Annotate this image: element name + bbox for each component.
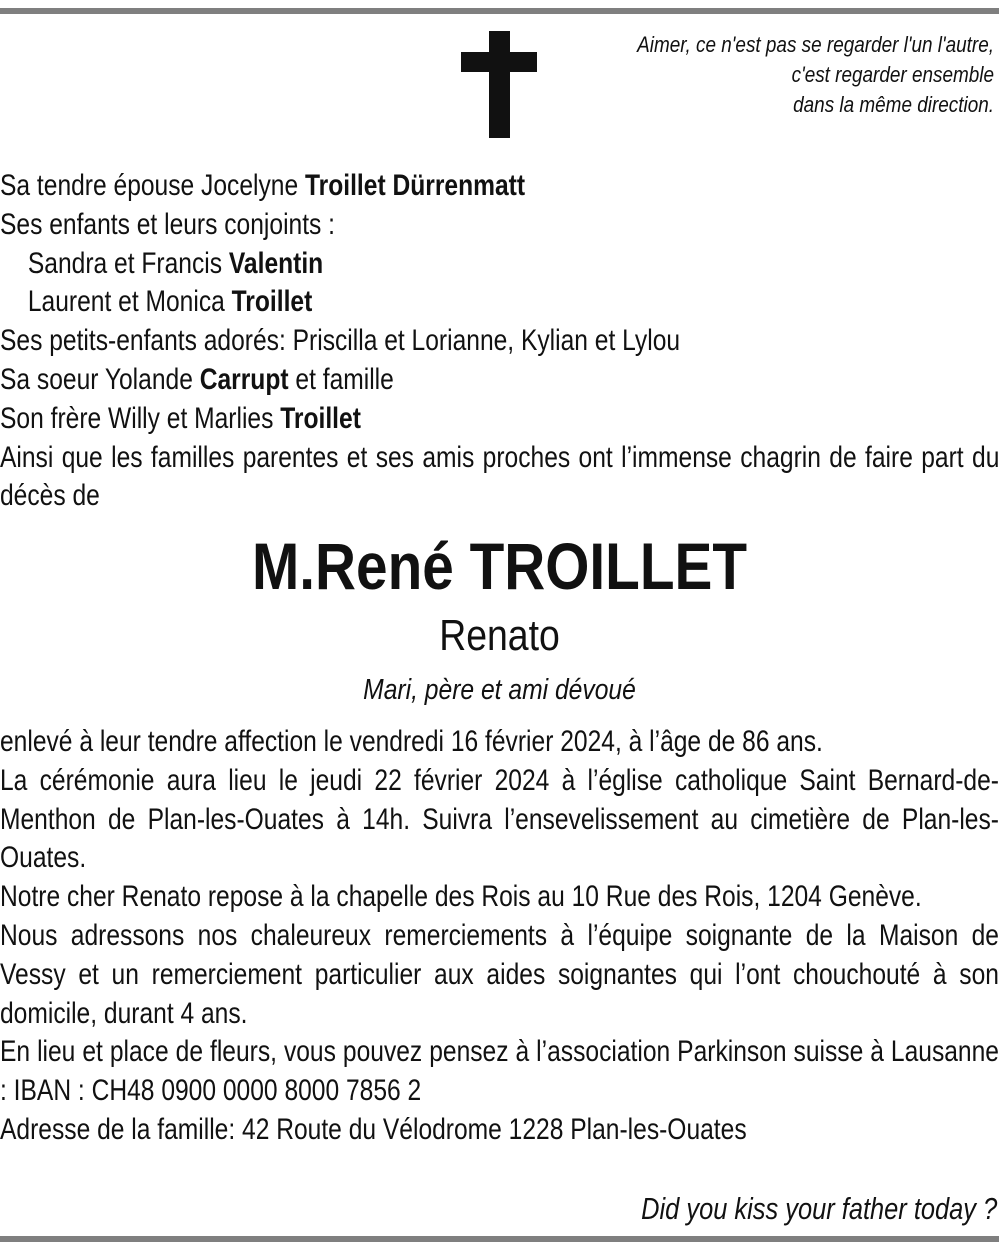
paragraph: La cérémonie aura lieu le jeudi 22 février 2024 à l’église catholique Saint Bernard-de-Menthon de Plan-les-Ouates à 14h. Suivra l’ensevelissement au cimetière de Plan-les-Ouates. (0, 763, 999, 875)
announcement-body (0, 723, 999, 1150)
bottom-border (0, 1236, 999, 1242)
latin-cross-icon (461, 31, 537, 138)
brother-name: Troillet (280, 401, 361, 435)
paragraph: En lieu et place de fleurs, vous pouvez pensez à l’association Parkinson suisse à Lausanne : IBAN : CH48 0900 0000 8000 7856 2 (0, 1035, 999, 1108)
spouse-line (0, 167, 999, 206)
epigraph-quote (624, 30, 994, 120)
quote-line: c'est regarder ensemble (791, 62, 994, 87)
sister-prefix: Sa soeur Yolande (0, 362, 200, 396)
deceased-nickname: Renato (439, 611, 560, 660)
closing-signature: Did you kiss your father today ? (640, 1191, 997, 1226)
paragraph: Notre cher Renato repose à la chapelle des Rois au 10 Rue des Rois, 1204 Genève. (0, 880, 922, 914)
spouse-prefix: Sa tendre épouse Jocelyne (0, 169, 305, 202)
child-prefix: Laurent et Monica (27, 285, 232, 319)
child-name: Valentin (228, 246, 324, 280)
child-prefix: Sandra et Francis (27, 246, 229, 280)
brother-prefix: Son frère Willy et Marlies (0, 401, 281, 435)
child-name: Troillet (231, 285, 313, 319)
child-line (0, 245, 999, 284)
top-border (0, 8, 999, 14)
sister-line (0, 361, 999, 400)
quote-line: dans la même direction. (793, 92, 994, 117)
deceased-role: Mari, père et ami dévoué (363, 674, 636, 706)
paragraph: enlevé à leur tendre affection le vendredi 16 février 2024, à l’âge de 86 ans. (0, 725, 823, 758)
sister-suffix: et famille (288, 362, 394, 396)
children-heading: Ses enfants et leurs conjoints : (0, 207, 336, 241)
quote-line: Aimer, ce n'est pas se regarder l'un l'autre, (637, 32, 994, 57)
spouse-name: Troillet Dürrenmatt (304, 169, 526, 202)
brother-line (0, 400, 999, 439)
family-list (0, 167, 999, 516)
paragraph: Adresse de la famille: 42 Route du Vélodrome 1228 Plan-les-Ouates (0, 1112, 747, 1146)
deceased-name: M.René TROILLET (251, 529, 748, 603)
child-line (0, 283, 999, 322)
sister-name: Carrupt (199, 362, 289, 396)
closing-paragraph: Ainsi que les familles parentes et ses amis proches ont l’immense chagrin de faire part du décès de (0, 440, 999, 513)
paragraph: Nous adressons nos chaleureux remerciements à l’équipe soignante de la Maison de Vessy et un remerciement particulier aux aides soignantes qui l’ont chouchouté à son domicile, durant 4 ans. (0, 918, 999, 1030)
grandchildren-line: Ses petits-enfants adorés: Priscilla et Lorianne, Kylian et Lylou (0, 324, 681, 358)
